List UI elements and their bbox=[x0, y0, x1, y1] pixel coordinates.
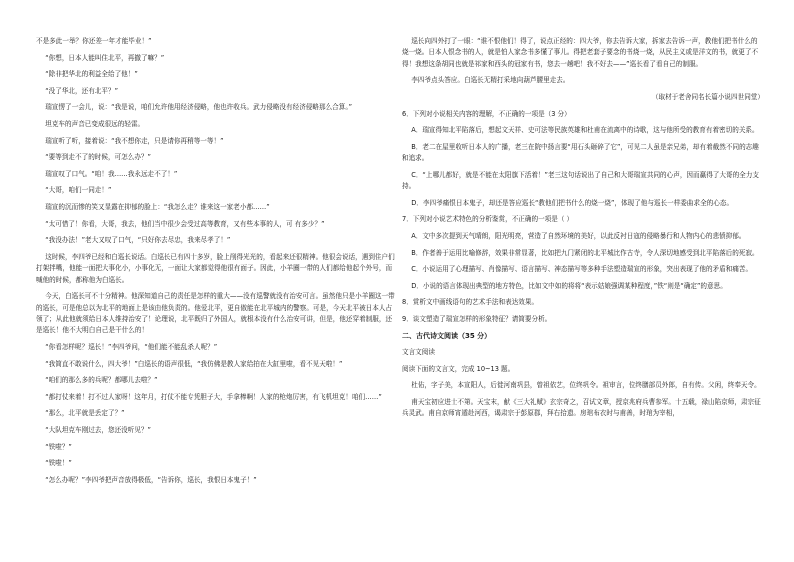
right-column-paragraph: B．老二在屋里收听日本人的广播，老三在院中扬言要“用石头砸碎了它”，可见二人虽是亲兄弟，却有着截然不同的志趣和追求。 bbox=[402, 142, 759, 163]
left-column-paragraph: “要等到走不了的时候，可怎么办？” bbox=[45, 153, 151, 162]
right-column-paragraph: （取材于老舍同名长篇小说四世同堂） bbox=[651, 93, 764, 101]
left-column-paragraph: “都打仗来着！打不过人家呀！这年月，打仗不能专凭胆子大，手拿棒啊！人家的枪炮厉害，有飞机坦克！咱们……” bbox=[45, 392, 382, 401]
left-column-paragraph: “咱们的那么多的兵呢？都哪儿去啦？” bbox=[45, 376, 158, 385]
right-column-paragraph: B．作者善于运用比喻修辞，效果非常显著，比如把九门紧闭的北平城比作古寺，令人深切地感受到北平陷落后的死寂。 bbox=[411, 248, 759, 257]
right-column-paragraph: 甫天宝初应进士不第。天宝末，献《三大礼赋》玄宗奇之，召试文章，授京兆府兵曹参军。十五载，禄山陷京师，肃宗征兵灵武。甫自京师宵遁赴河西，谒肃宗于彭原郡，拜右拾遗。房琯布衣时与甫善，时琯为宰相， bbox=[402, 397, 761, 418]
right-column-paragraph: 李四爷点头答应。白巡长无精打采地向葫芦腰里走去。 bbox=[411, 76, 570, 85]
left-column-paragraph: 瑞宣叹了口气。“咱！我……我永远走不了！” bbox=[45, 169, 178, 178]
left-column-paragraph: 瑞宣的沉而惨的笑又显露在抑郁的脸上：“我怎么走？谁来这一家老小都……” bbox=[45, 202, 270, 211]
left-column-paragraph: 这时候，李四爷已经和白巡长说话。白巡长已有四十多岁，脸上削得光光的，看起来还很精神。他很会说话，遇到住户们打架拌嘴，他能一面把大事化小，小事化无，一面让大家都觉得他很有面子。因此，小羊圈一带的人们都给他起个外号，而喊他的时候，都称他为白巡长。 bbox=[36, 252, 395, 284]
right-column-paragraph: 7．下列对小说艺术特色的分析鉴赏，不正确的一项是（ ） bbox=[402, 215, 574, 224]
right-column-paragraph: 巡长向四外打了一眼：“谁不恨他们！得了，说点正经的：四大爷，你去告诉大家，拆家去告诉一声，教他们把书什么的烧一烧。日本人恨念书的人，就是怕人家念书多懂了事儿。得把老套子要念的书烧一烧，从民主义或是洋文的书，就更了不得！我想这条胡同也就是祁家和西头的冠家有书，您去一趟吧！我不好去——”巡长看了看自己的制服。 bbox=[402, 37, 759, 68]
left-column-paragraph: “我没办法！”老大又叹了口气，“只好你去尽忠，我来尽孝了！” bbox=[45, 236, 231, 245]
left-column-paragraph: 今天，白巡长可不十分精神。他深知道自己的责任是怎样的重大——没有巡警就没有治安可言。虽然他只是小羊圈这一带的巡长，可是他总以为北平的地面上是该由他负责的。他爱北平，更自傲能在北平城内的警察。可是，今天北平被日本人占领了；从此他就须给日本人维持治安了！论理说，北平既归了外国人，就根本没有什么治安可讲，但是，他还穿着制服，还是巡长！他不大明白自己是干什么的！ bbox=[36, 292, 395, 335]
left-column-paragraph: “大队坦克车刚过去，您还没听见？” bbox=[45, 425, 151, 434]
left-column bbox=[36, 36, 396, 491]
left-column-paragraph: “没了华北，还有北平？” bbox=[45, 86, 119, 95]
left-column-paragraph: “我简直不敢说什么，四大爷！”白巡长的语声很低，“我仿佛是教人家给拍在大缸里啦，看不见天啦！” bbox=[45, 359, 343, 368]
left-column-paragraph: “大哥，咱们一同走！” bbox=[45, 186, 112, 195]
right-column-paragraph: C．小说运用了心理描写、肖像描写、语言描写、神态描写等多种手法塑造瑞宣的形象，突出表现了他的矛盾和痛苦。 bbox=[411, 265, 753, 274]
left-column-paragraph: “你想，日本人能叫住北平，再撤了嘛？” bbox=[45, 53, 165, 62]
right-column-paragraph: A．瑞宣得知北平陷落后，想起文天祥、史可法等民族英雄和杜甫在流离中的诗歌，这与他所受的教育有着密切的关系。 bbox=[411, 126, 759, 135]
right-column-paragraph: D．小说的语言体现出典型的地方特色，比如文中如的将将“表示姑娘强调某种程度，”铁“则是“确定”的意思。 bbox=[411, 281, 727, 290]
right-column-paragraph: 8．赏析文中画线语句的艺术手法和表达效果。 bbox=[402, 298, 539, 307]
right-column-paragraph: 6．下列对小说相关内容的理解，不正确的一项是（3 分） bbox=[402, 109, 571, 118]
left-column-paragraph: “怎么办呢？”李四爷把声音放得极低，“告诉你，巡长，我恨日本鬼子！” bbox=[45, 475, 257, 484]
left-column-paragraph: “铁啦？” bbox=[45, 442, 72, 451]
right-column-paragraph: 二、古代诗文阅读（35 分） bbox=[402, 331, 492, 340]
right-column-paragraph: 阅读下面的文言文，完成 10~13 题。 bbox=[402, 364, 515, 373]
left-column-paragraph: “除非把华北的利益全给了他！” bbox=[45, 70, 138, 79]
left-column-paragraph: “太可惜了！你看，大哥，我去，他们当中很少会受过高等教育，又有些本事的人，可 有多少？” bbox=[45, 219, 325, 228]
right-column-paragraph: C．“上哪儿都好，就是不能在太阳旗下活着！”老三这句话说出了自己和大哥瑞宣共同的心声，因而赢得了大哥的全力支持。 bbox=[402, 170, 759, 191]
left-column-paragraph: 坦克车的声音已变成很远的轻雷。 bbox=[45, 119, 145, 128]
right-column-paragraph: D．李四爷痛恨日本鬼子，却还是答应巡长“教他们把书什么的烧一烧”，体现了他与巡长一样委曲求全的心态。 bbox=[411, 198, 734, 207]
left-column-paragraph: “你看怎样呢？巡长！”李四爷问，“他们能不能乱杀人呢？” bbox=[45, 342, 218, 351]
left-column-paragraph: “铁啦！” bbox=[45, 459, 72, 468]
right-column-paragraph: A．文中多次提到天气晴朗，阳光明亮，营造了自然环境的美好，以此反衬日寇的侵略暴行和人物内心的悲愤抑郁。 bbox=[411, 231, 746, 240]
right-column-paragraph: 9．谈文塑造了瑞宣怎样的形象特征？请简要分析。 bbox=[402, 314, 552, 323]
right-column-paragraph: 杜佑，字子美，本宣阳人，后徙河南巩县，曾祖依艺，位终巩令。祖审言，位终膳部员外郎，自有传。父闲，终奉天令。 bbox=[411, 381, 761, 390]
right-column-paragraph: 文言文阅读 bbox=[402, 348, 435, 357]
right-column bbox=[402, 36, 764, 425]
left-column-paragraph: 瑞宣听了听，接着说：“我不想你走，只是请你再稍等一等！” bbox=[45, 136, 224, 145]
left-column-paragraph: “那么，北平就是丢定了？” bbox=[45, 409, 125, 418]
left-column-paragraph: 瑞宣愣了一会儿，说：“我是说，咱们允许他用经济侵略，他也许收兵。武力侵略没有经济侵略那么合算。” bbox=[45, 103, 353, 112]
left-column-paragraph: 不是多此一举？你还差一年才能毕业！” bbox=[36, 37, 152, 45]
